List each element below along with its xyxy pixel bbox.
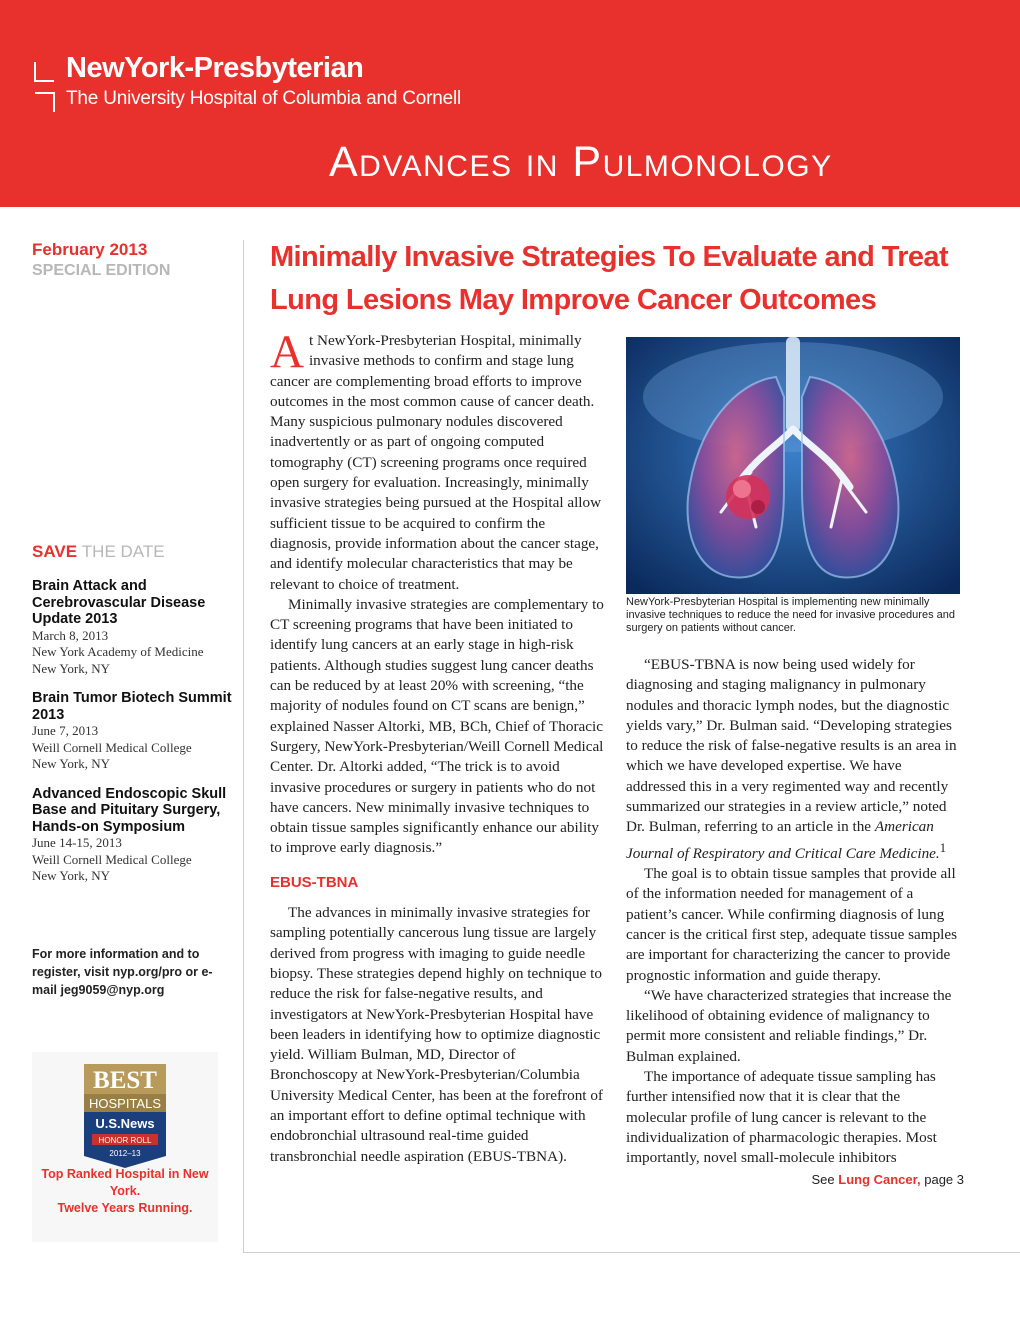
article-column-1 (270, 326, 604, 1167)
the-date-word: THE DATE (81, 542, 165, 561)
event-date: June 14-15, 2013 (32, 835, 122, 850)
event-venue: Weill Cornell Medical College (32, 851, 192, 867)
article-paragraph (626, 655, 964, 864)
paragraph-text: “EBUS-TBNA is now being used widely for diagnosing and staging malignancy in pulmonary nodules and thoracic lymph nodes, but the diagnostic yields vary,” Dr. Bulman said. “Developing strategies to reduce the risk of false-negative results is an area in which we have developed expertise. We have addressed this in a very regimented way and recently summarized our strategies in a review article,” noted Dr. Bulman, referring to an article in the (626, 656, 957, 836)
events-list (32, 578, 232, 898)
article-paragraph: The advances in minimally invasive strategies for sampling potentially cancerous lung tissue are largely derived from progress with imaging to guide needle biopsy. These strategies depend highly on technique to reduce the risk for false-negative results, and investigators at NewYork-Presbyterian Hospital have been leaders in identifying how to optimize diagnostic yield. William Bulman, MD, Director of Bronchoscopy at NewYork-Presbyterian/Columbia University Medical Center, has been at the forefront of an important effort to define optimal technique with endobronchial ultrasound real-time guided transbronchial needle aspiration (EBUS-TBNA). (270, 904, 603, 1165)
brand-tagline: The University Hospital of Columbia and Cornell (66, 88, 462, 109)
article-paragraph (270, 326, 604, 595)
event-title: Brain Attack and Cerebrovascular Disease Update 2013 (32, 578, 206, 627)
image-caption: NewYork-Presbyterian Hospital is implementing new minimally invasive techniques to reduce the need for invasive procedures and surgery on patients without cancer. (626, 596, 955, 634)
article-paragraph: The importance of adequate tissue sampling has further intensified now that it is clear that the molecular profile of lung cancer is relevant to the individualization of pharmacologic therapies. Most importantly, novel small-molecule inhibitors (626, 1068, 937, 1167)
badge-year-text: 2012–13 (109, 1149, 141, 1158)
badge-honor-roll-text: HONOR ROLL (98, 1136, 152, 1145)
article-paragraph: Minimally invasive strategies are complementary to CT screening programs that have been initiated to identify lung cancers at an early stage in high-risk patients. Although studies suggest lung cancer deaths can be reduced by at least 20% with screening, “the majority of nodules found on CT scans are benign,” explained Nasser Altorki, MB, BCh, Chief of Thoracic Surgery, NewYork-Presbyterian/Weill Cornell Medical Center. Dr. Altorki added, “The trick is to avoid invasive procedures or surgery in patients who do not have cancers. New minimally invasive techniques to obtain tissue samples significantly enhance our ability to improve early diagnosis.” (270, 595, 604, 857)
event-venue: New York Academy of Medicine (32, 644, 204, 659)
award-caption (32, 1166, 218, 1217)
nyp-logo-mark-icon (34, 62, 56, 112)
article-paragraph: “We have characterized strategies that increase the likelihood of obtaining evidence of malignancy to permit more consistent and reliable findings,” Dr. Bulman explained. (626, 986, 952, 1065)
event-city: New York, NY (32, 660, 111, 676)
event-item (32, 578, 232, 677)
event-venue: Weill Cornell Medical College (32, 739, 192, 755)
event-item (32, 786, 232, 885)
lung-illustration (626, 337, 960, 594)
newsletter-title: Advances in Pulmonology (329, 138, 833, 186)
reference-number: 1 (939, 840, 947, 855)
event-title: Brain Tumor Biotech Summit 2013 (32, 690, 232, 723)
event-city: New York, NY (32, 868, 111, 883)
continuation-target: Lung Cancer, (838, 1172, 921, 1188)
event-date: June 7, 2013 (32, 723, 99, 738)
registration-info: For more information and to register, visit nyp.org/pro or e-mail jeg9059@nyp.org (32, 947, 213, 997)
see-text: See (811, 1172, 835, 1188)
save-the-date-heading (32, 542, 165, 562)
best-hospitals-badge-icon (84, 1064, 166, 1168)
drop-cap: A (270, 326, 304, 378)
paragraph-text: t NewYork-Presbyterian Hospital, minimally invasive methods to confirm and stage lung cancer are complementing broad efforts to improve outcomes in the most common cause of cancer death. Many suspicious pulmonary nodules discovered inadvertently or as part of ongoing computed tomography (CT) screening programs once required open surgery for evaluation. Increasingly, minimally invasive strategies being pursued at the Hospital allow sufficient tissue to be acquired to confirm the diagnosis, provide information about the cancer stage, and identify molecular characteristics that may be relevant to choice of treatment. (270, 332, 602, 593)
badge-hospitals-text: HOSPITALS (88, 1096, 162, 1111)
save-word: SAVE (32, 542, 78, 561)
brand-name: NewYork-Presbyterian (66, 52, 364, 84)
section-subhead: EBUS-TBNA (270, 873, 359, 891)
award-caption-line1: Top Ranked Hospital in New York. (41, 1167, 209, 1198)
badge-best-text: BEST (93, 1067, 157, 1094)
issue-info (32, 240, 222, 280)
journal-title: American Journal of Respiratory and Critical Care Medicine. (626, 818, 940, 862)
article-paragraph: The goal is to obtain tissue samples that provide all of the information needed for management of a patient’s cancer. While confirming diagnosis of lung cancer is the critical first step, adequate tissue samples are important for characterizing the cancer to provide prognostic information and guide therapy. (626, 865, 958, 984)
event-item (32, 690, 232, 773)
issue-edition: SPECIAL EDITION (32, 262, 171, 279)
continuation-page: page 3 (924, 1172, 964, 1188)
event-date: March 8, 2013 (32, 627, 109, 643)
award-panel (32, 1052, 218, 1242)
issue-date: February 2013 (32, 240, 148, 259)
event-title: Advanced Endoscopic Skull Base and Pituitary Surgery, Hands-on Symposium (32, 785, 227, 835)
header-banner (0, 0, 1020, 207)
article-column-3 (626, 655, 964, 1191)
column-divider (243, 240, 244, 1252)
award-caption-line2: Twelve Years Running. (57, 1201, 193, 1215)
article-headline: Minimally Invasive Strategies To Evaluate and Treat Lung Lesions May Improve Cancer Outcomes (270, 241, 949, 316)
event-city: New York, NY (32, 756, 111, 771)
continuation-link[interactable] (626, 1170, 964, 1190)
badge-usnews-text: U.S.News (95, 1116, 155, 1131)
footer-rule (243, 1252, 1020, 1253)
